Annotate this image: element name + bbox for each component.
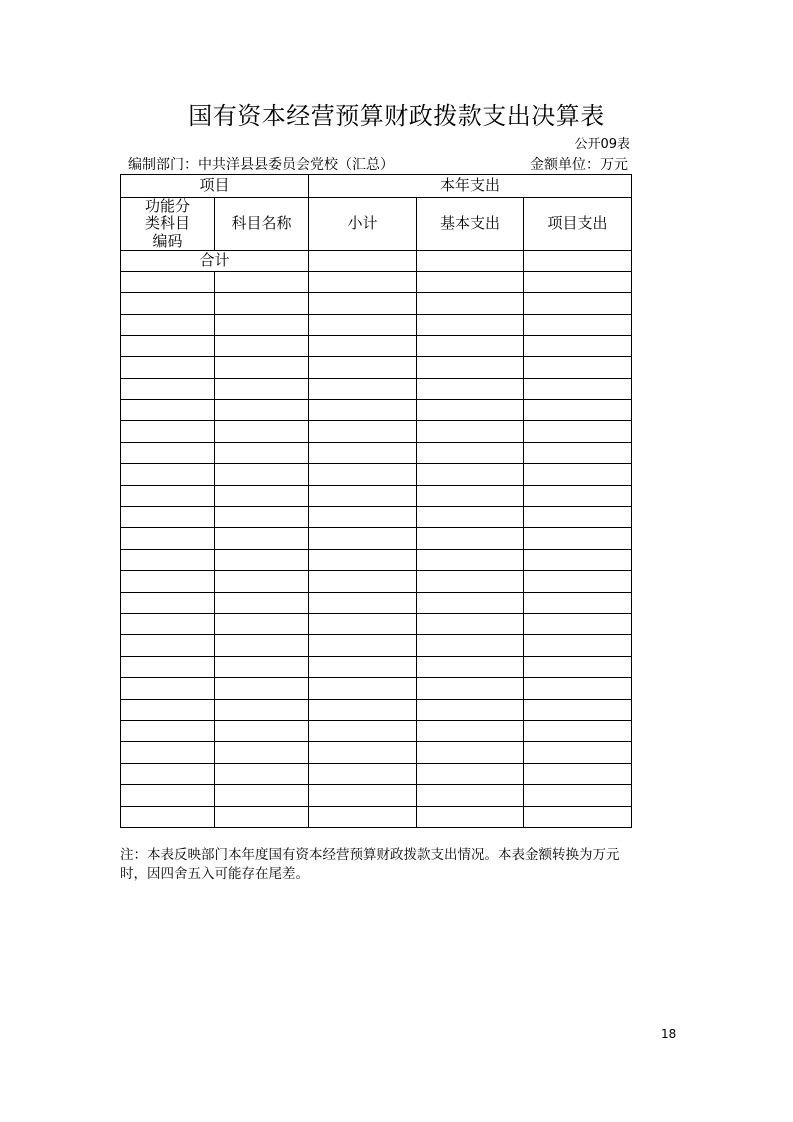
table-cell [524,421,632,442]
table-cell [524,614,632,635]
table-cell [309,720,417,741]
table-cell [417,485,524,506]
table-cell [309,378,417,399]
table-cell [121,507,215,528]
department-label: 编制部门：中共洋县县委员会党校（汇总） [128,157,394,173]
table-row [121,528,632,549]
table-cell [215,763,309,784]
col-header-function-code: 功能分类科目编码 [121,198,215,251]
table-row [121,378,632,399]
table-cell [215,442,309,463]
current-year-expense-header: 本年支出 [309,175,632,198]
table-cell [121,528,215,549]
col-header-project-expense: 项目支出 [524,198,632,251]
page-number: 18 [661,1027,677,1041]
table-cell [215,464,309,485]
table-cell [417,614,524,635]
table-cell [417,635,524,656]
table-cell [524,335,632,356]
table-cell [524,742,632,763]
table-row [121,592,632,613]
table-cell [417,571,524,592]
table-cell [417,592,524,613]
table-cell [121,293,215,314]
table-cell [524,271,632,292]
table-row [121,464,632,485]
table-cell [121,335,215,356]
table-cell [417,549,524,570]
table-cell [309,400,417,421]
page-title: 国有资本经营预算财政拨款支出决算表 [188,102,605,130]
table-cell [215,293,309,314]
table-cell [309,507,417,528]
table-cell [309,742,417,763]
table-cell [309,614,417,635]
total-cell [417,250,524,271]
table-cell [215,549,309,570]
table-cell [215,699,309,720]
table-cell [121,635,215,656]
table-row [121,507,632,528]
table-cell [309,699,417,720]
table-cell [121,592,215,613]
table-row [121,549,632,570]
table-cell [309,785,417,806]
table-cell [121,785,215,806]
table-cell [215,571,309,592]
table-cell [215,485,309,506]
table-cell [524,400,632,421]
table-cell [524,656,632,677]
table-cell [417,763,524,784]
table-cell [215,656,309,677]
table-cell [215,314,309,335]
table-cell [524,507,632,528]
table-cell [121,678,215,699]
table-cell [121,549,215,570]
table-row [121,314,632,335]
table-cell [309,421,417,442]
table-cell [524,678,632,699]
table-cell [309,528,417,549]
table-cell [309,571,417,592]
table-cell [215,421,309,442]
table-row [121,614,632,635]
table-cell [524,464,632,485]
form-code: 公开09表 [574,137,630,152]
table-cell [309,271,417,292]
table-cell [309,314,417,335]
footnote: 注：本表反映部门本年度国有资本经营预算财政拨款支出情况。本表金额转换为万元时，因四舍五入可能存在尾差。 [120,847,620,882]
table-cell [524,785,632,806]
group-header-row [121,175,632,198]
column-header-row [121,198,632,251]
table-cell [309,635,417,656]
table-cell [121,720,215,741]
table-row [121,357,632,378]
table-cell [121,571,215,592]
table-cell [121,400,215,421]
table-cell [417,335,524,356]
table-row [121,335,632,356]
table-row [121,400,632,421]
table-cell [524,378,632,399]
table-cell [417,806,524,827]
table-cell [417,293,524,314]
table-cell [121,763,215,784]
table-row [121,785,632,806]
table-row [121,271,632,292]
table-row [121,293,632,314]
table-row [121,635,632,656]
total-row [121,250,632,271]
table-cell [215,635,309,656]
table-row [121,699,632,720]
table-cell [309,656,417,677]
table-cell [524,571,632,592]
table-cell [215,614,309,635]
table-cell [524,763,632,784]
table-cell [215,507,309,528]
table-cell [121,357,215,378]
table-cell [309,678,417,699]
table-cell [524,293,632,314]
table-cell [417,678,524,699]
total-label: 合计 [121,250,309,271]
table-cell [309,549,417,570]
table-cell [121,378,215,399]
table-row [121,442,632,463]
table-cell [215,400,309,421]
table-cell [417,720,524,741]
expense-table-body [121,175,632,828]
total-cell [309,250,417,271]
table-cell [121,271,215,292]
table-cell [417,357,524,378]
table-row [121,678,632,699]
total-cell [524,250,632,271]
table-cell [417,400,524,421]
table-cell [121,485,215,506]
table-row [121,720,632,741]
table-cell [417,699,524,720]
table-cell [215,592,309,613]
table-row [121,742,632,763]
table-cell [309,763,417,784]
table-cell [121,464,215,485]
table-cell [524,549,632,570]
table-cell [309,357,417,378]
col-header-basic-expense: 基本支出 [417,198,524,251]
amount-unit-label: 金额单位：万元 [530,157,628,173]
table-cell [417,656,524,677]
table-cell [121,442,215,463]
table-cell [215,357,309,378]
table-cell [121,656,215,677]
table-cell [417,464,524,485]
table-cell [417,507,524,528]
table-cell [309,806,417,827]
table-cell [417,742,524,763]
table-cell [309,485,417,506]
table-cell [121,742,215,763]
table-cell [524,314,632,335]
table-row [121,421,632,442]
table-cell [309,335,417,356]
table-row [121,763,632,784]
col-header-subject-name: 科目名称 [215,198,309,251]
table-cell [215,528,309,549]
table-row [121,485,632,506]
table-cell [524,806,632,827]
table-cell [121,421,215,442]
table-row [121,571,632,592]
expense-table [120,174,632,828]
table-cell [524,592,632,613]
table-cell [524,357,632,378]
table-cell [215,806,309,827]
table-cell [215,335,309,356]
table-cell [215,678,309,699]
table-cell [524,528,632,549]
table-cell [524,720,632,741]
table-cell [309,442,417,463]
table-cell [215,742,309,763]
table-cell [524,485,632,506]
col-header-subtotal: 小计 [309,198,417,251]
table-cell [215,720,309,741]
table-cell [121,699,215,720]
table-cell [121,806,215,827]
table-cell [524,442,632,463]
project-group-header: 项目 [121,175,309,198]
table-cell [309,293,417,314]
table-cell [524,635,632,656]
table-cell [417,314,524,335]
table-cell [524,699,632,720]
table-row [121,806,632,827]
table-cell [417,421,524,442]
table-cell [121,314,215,335]
table-cell [417,271,524,292]
table-row [121,656,632,677]
table-cell [215,271,309,292]
table-cell [309,464,417,485]
table-cell [417,785,524,806]
table-cell [215,378,309,399]
table-cell [309,592,417,613]
table-cell [417,378,524,399]
table-cell [215,785,309,806]
table-cell [121,614,215,635]
table-cell [417,442,524,463]
table-cell [417,528,524,549]
